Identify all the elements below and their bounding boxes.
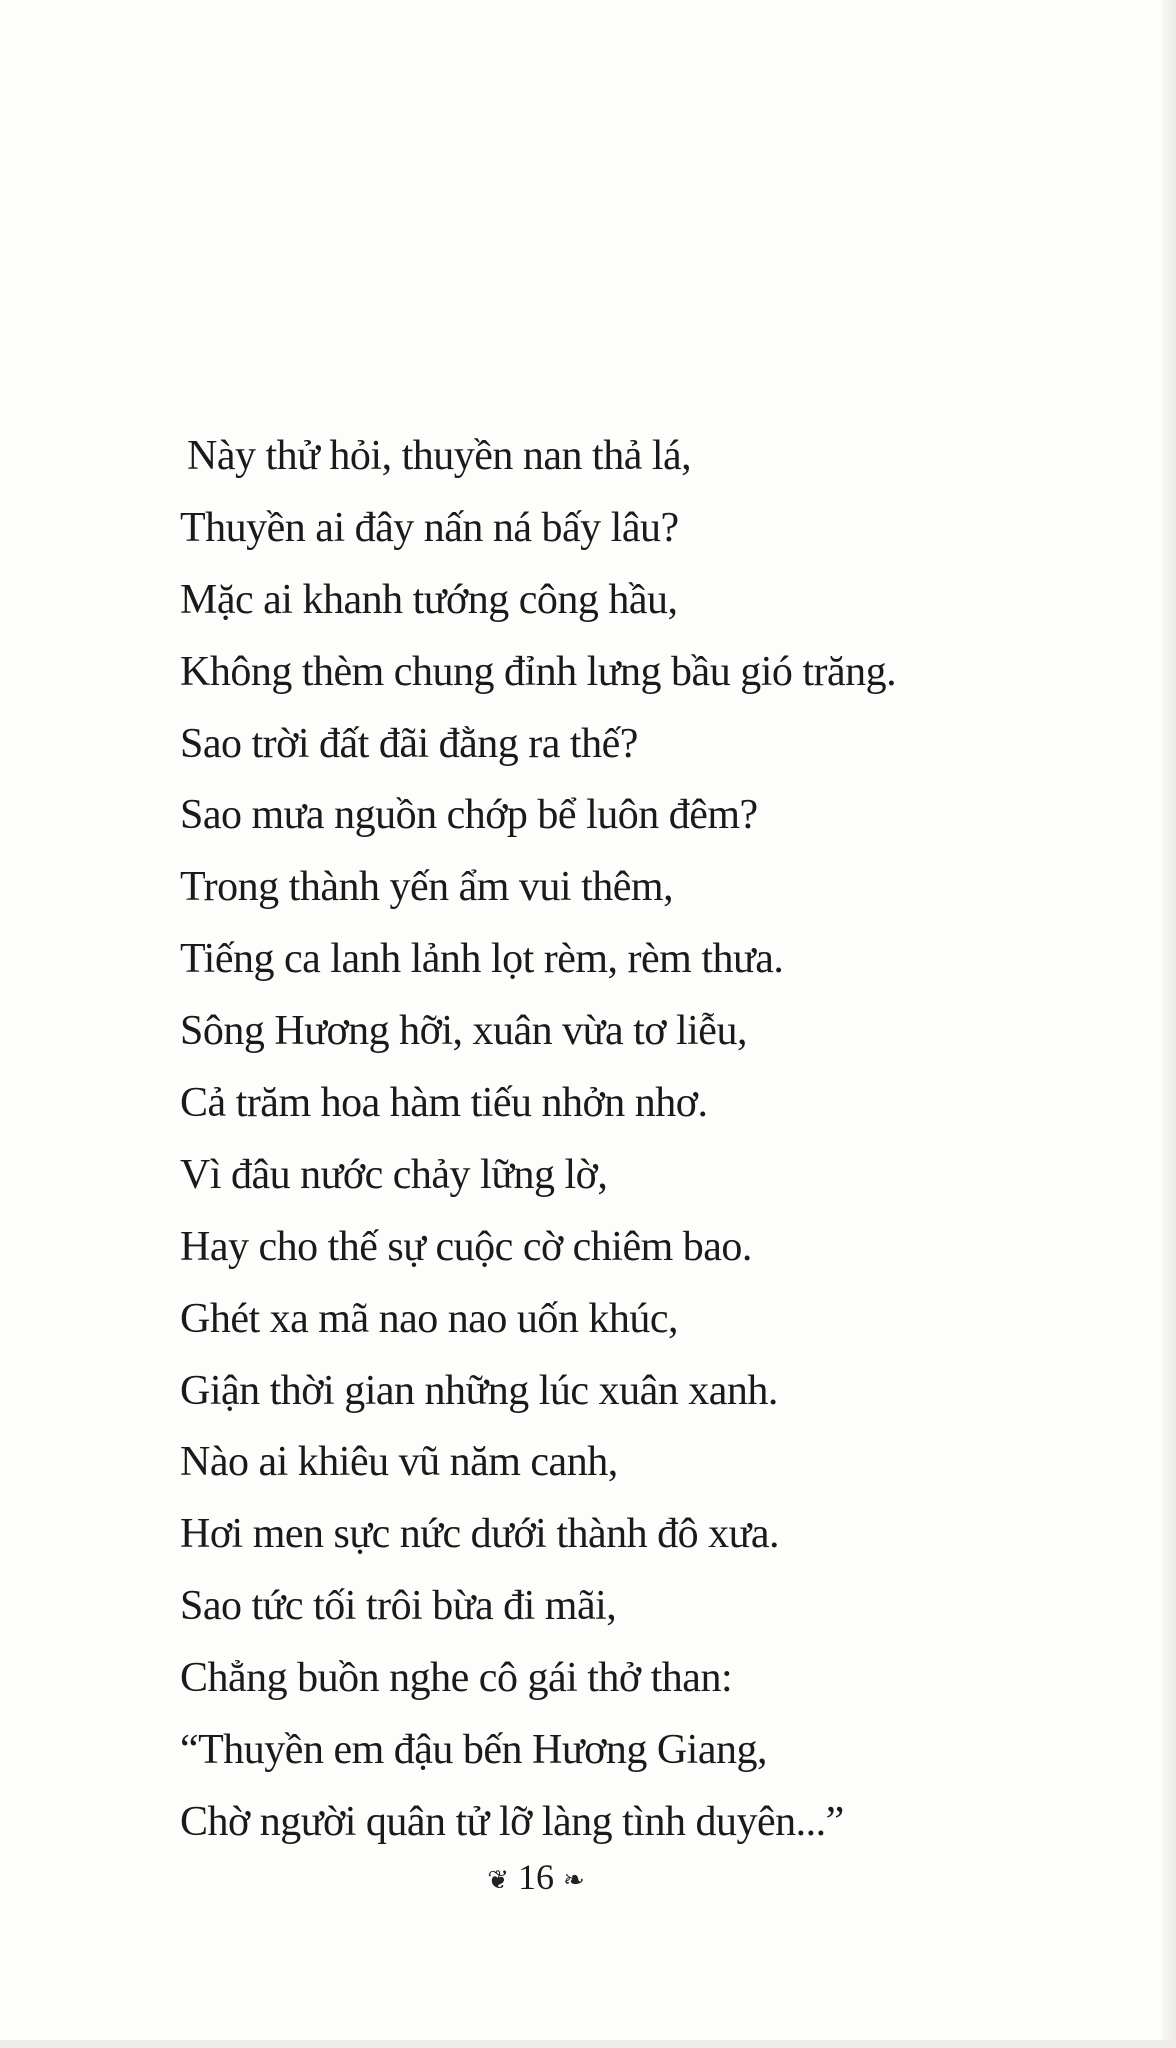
page-edge <box>1162 0 1176 2048</box>
page-number: 16 <box>518 1857 554 1897</box>
poem-line: Chờ người quân tử lỡ làng tình duyên...” <box>180 1798 844 1845</box>
poem-line: Hơi men sực nức dưới thành đô xưa. <box>180 1511 780 1558</box>
poem-line: Hay cho thế sự cuộc cờ chiêm bao. <box>180 1223 752 1270</box>
poem-line: Trong thành yến ẩm vui thêm, <box>180 864 674 911</box>
poem-line: Tiếng ca lanh lảnh lọt rèm, rèm thưa. <box>180 936 784 983</box>
poem-line: Giận thời gian những lúc xuân xanh. <box>180 1367 778 1414</box>
poem-line: Ghét xa mã nao nao uốn khúc, <box>180 1295 679 1342</box>
page-number-footer <box>0 1856 1072 1898</box>
poem-line: “Thuyền em đậu bến Hương Giang, <box>180 1727 767 1774</box>
poem-line: Thuyền ai đây nấn ná bấy lâu? <box>180 504 679 551</box>
poem-line: Mặc ai khanh tướng công hầu, <box>180 576 678 623</box>
page-bottom-edge <box>0 2040 1176 2048</box>
poem-line: Này thử hỏi, thuyền nan thả lá, <box>187 433 692 479</box>
poem-line: Sao mưa nguồn chớp bể luôn đêm? <box>180 792 758 839</box>
poem-line: Sao tức tối trôi bừa đi mãi, <box>180 1583 617 1630</box>
poem-line: Vì đâu nước chảy lững lờ, <box>180 1151 608 1198</box>
poem-line: Cả trăm hoa hàm tiếu nhởn nhơ. <box>180 1080 708 1127</box>
poem-line: Sông Hương hỡi, xuân vừa tơ liễu, <box>180 1008 747 1055</box>
poem-line: Sao trời đất đãi đằng ra thế? <box>180 720 638 767</box>
floral-ornament-left-icon: ❦ <box>487 1865 509 1895</box>
floral-ornament-right-icon: ❧ <box>563 1865 585 1895</box>
poem-line: Chẳng buồn nghe cô gái thở than: <box>180 1655 733 1702</box>
poem-line: Không thèm chung đỉnh lưng bầu gió trăng. <box>180 648 897 695</box>
poem <box>180 421 896 1859</box>
poem-line: Nào ai khiêu vũ năm canh, <box>180 1439 618 1486</box>
